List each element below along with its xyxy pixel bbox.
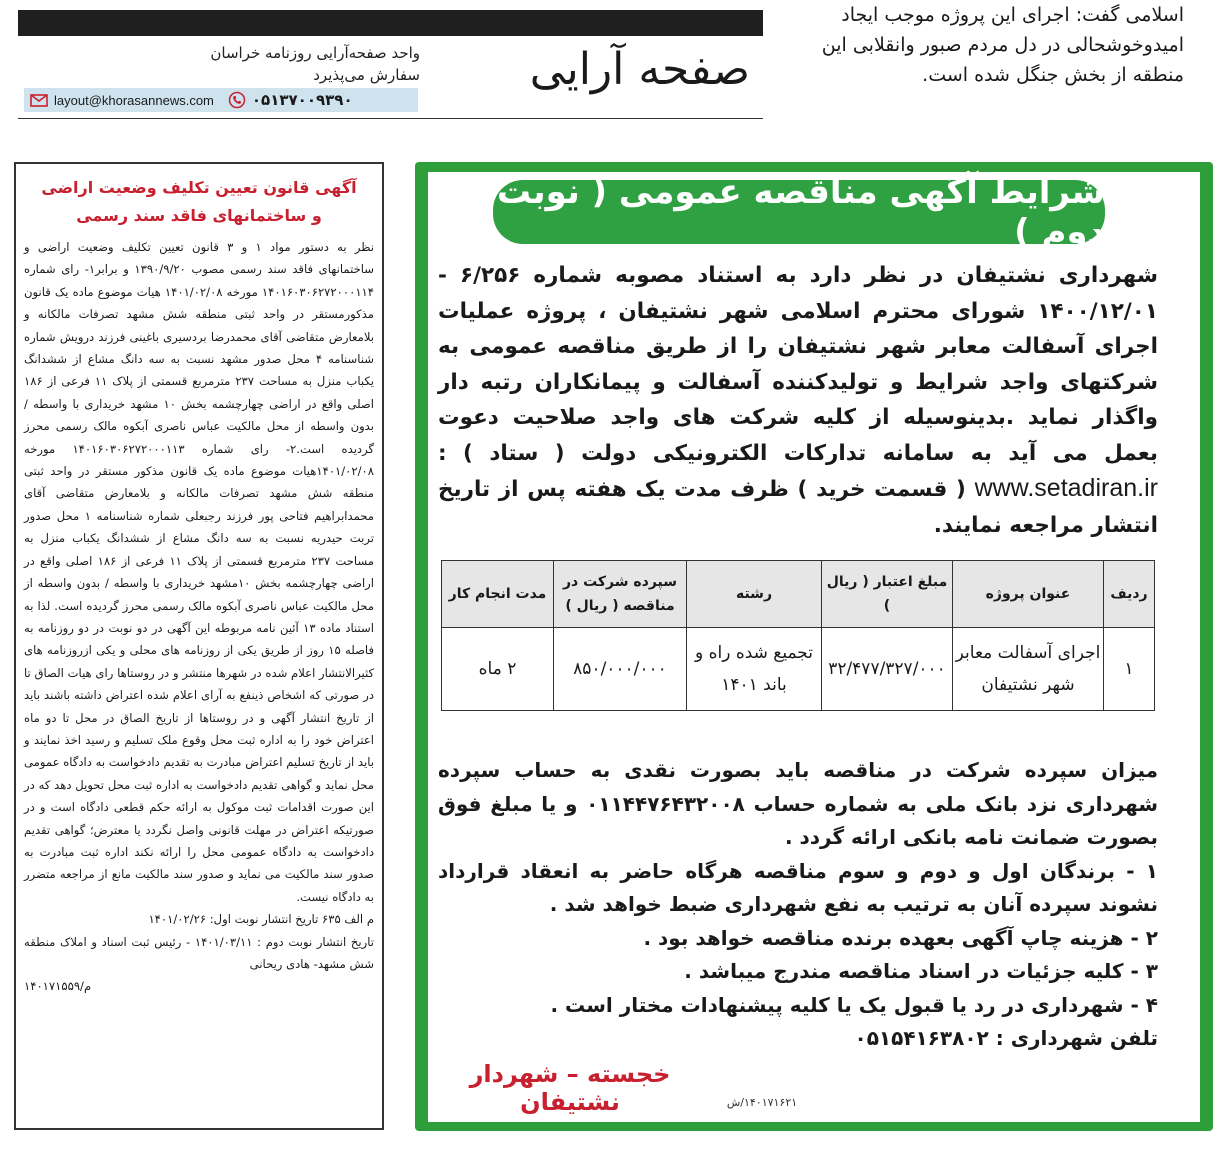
- tender-title: شرایط آگهی مناقصه عمومی ( نوبت دوم ): [496, 172, 1105, 252]
- notice-body: [24, 236, 374, 998]
- table-cell: ۱: [1104, 628, 1155, 711]
- table-row: [442, 628, 1155, 711]
- table-cell: ۲ ماه: [442, 628, 554, 711]
- column-header: سپرده شرکت در مناقصه ( ریال ): [554, 561, 687, 628]
- mayor-signature: خجسته – شهردار نشتیفان: [469, 1060, 671, 1116]
- column-header: مدت انجام کار: [442, 561, 554, 628]
- tender-intro-tail: ( قسمت خرید ) ظرف مدت یک هفته پس از تاریخ انتشار مراجعه نمایند.: [438, 477, 1158, 538]
- tender-table: [441, 560, 1155, 711]
- column-header: رشته: [687, 561, 822, 628]
- notice-footer-line: م الف ۶۳۵ تاریخ انتشار نوبت اول: ۱۴۰۱/۰۲/۲۶: [148, 912, 374, 927]
- column-header: عنوان پروژه: [953, 561, 1104, 628]
- phone-icon: [228, 91, 246, 109]
- setad-link[interactable]: www.setadiran.ir: [974, 474, 1158, 502]
- tender-intro-text: شهرداری نشتیفان در نظر دارد به استناد مصوبه شماره ۶/۲۵۶ - ۱۴۰۰/۱۲/۰۱ شورای محترم اسلامی شهر نشتیفان ، پروژه عملیات اجرای آسفالت معابر شهر نشتیفان را از طریق مناقصه عمومی به شرکتهای واجد شرایط و تولیدکننده آسفالت و پیمانکاران رتبه دار واگذار نماید .بدینوسیله از کلیه شرکت های واجد صلاحیت دعوت بعمل می آید به سامانه تدارکات الکترونیکی دولت ( ستاد ) :: [438, 263, 1158, 466]
- column-header: ردیف: [1104, 561, 1155, 628]
- condition-item: ۳ - کلیه جزئیات در اسناد مناقصه مندرج میباشد .: [684, 959, 1158, 983]
- tender-conditions: [438, 754, 1158, 1056]
- condition-item: ۲ - هزینه چاپ آگهی بعهده برنده مناقصه خواهد بود .: [643, 925, 1158, 950]
- contact-phone[interactable]: ۰۵۱۳۷۰۰۹۳۹۰: [251, 91, 353, 109]
- previous-article-snippet: [754, 0, 1184, 90]
- banner-divider: [18, 118, 763, 119]
- snippet-line: اسلامی گفت: اجرای این پروژه موجب ایجاد: [841, 4, 1184, 26]
- notice-code: ۱۴۰۱۷۱۵۵۹/م: [24, 979, 92, 994]
- table-cell: اجرای آسفالت معابر شهر نشتیفان: [953, 628, 1104, 711]
- table-cell: تجمیع شده راه و باند ۱۴۰۱: [687, 628, 822, 711]
- tender-intro: [438, 258, 1158, 543]
- condition-item: ۱ - برندگان اول و دوم و سوم مناقصه هرگاه حاضر به انعقاد قرارداد نشوند سپرده آنان به ترتیب به نفع شهرداری ضبط خواهد شد .: [438, 858, 1158, 916]
- deposit-paragraph: میزان سپرده شرکت در مناقصه باید بصورت نقدی به حساب سپرده شهرداری نزد بانک ملی به شماره حساب ۰۱۱۴۴۷۶۴۳۲۰۰۸ و یا مبلغ فوق بصورت ضمانت نامه بانکی ارائه گردد .: [438, 758, 1159, 849]
- condition-item: ۴ - شهرداری در رد یا قبول یک یا کلیه پیشنهادات مختار است .: [550, 992, 1158, 1017]
- table-cell: ۸۵۰/۰۰۰/۰۰۰: [554, 628, 687, 711]
- banner-title: صفحه آرایی: [529, 44, 750, 95]
- contact-strip: [24, 88, 418, 112]
- snippet-line: امیدوخوشحالی در دل مردم صبور وانقلابی این: [821, 34, 1184, 56]
- notice-title: [24, 174, 374, 230]
- notice-title-line: آگهی قانون تعیین تکلیف وضعیت اراضی: [41, 178, 357, 197]
- notice-title-line: و ساختمانهای فاقد سند رسمی: [76, 206, 322, 225]
- municipality-phone: تلفن شهرداری : ۰۵۱۵۴۱۶۳۸۰۲: [854, 1026, 1158, 1050]
- column-header: مبلغ اعتبار ( ریال ): [822, 561, 953, 628]
- contact-email[interactable]: layout@khorasannews.com: [54, 92, 214, 108]
- notice-body-text: نظر به دستور مواد ۱ و ۳ قانون تعیین تکلیف وضعیت اراضی و ساختمانهای فاقد سند رسمی مصوب ۱۳۹۰/۹/۲۰ و برابر۱- رای شماره ۱۴۰۱۶۰۳۰۶۲۷۲۰۰۰۱۱۴ مورخه ۱۴۰۱/۰۲/۰۸ هیات موضوع ماده یک قانون مذکورمستقر در واحد ثبتی منطقه شش مشهد تصرفات مالکانه و بلامعارض متقاضی آقای محمدرضا بردسیری باغینی فرزند درویش شماره شناسنامه ۴ محل صدور مشهد نسبت به سه دانگ مشاع از ششدانگ یکباب منزل به مساحت ۲۳۷ مترمربع قسمتی از پلاک ۱۱ فرعی از ۱۸۶ اصلی واقع در اراضی چهارچشمه بخش ۱۰ مشهد خریداری با واسطه / بدون واسطه از محل مالکیت عباس ناصری آبکوه مالک رسمی محرز گردیده است.۲- رای شماره ۱۴۰۱۶۰۳۰۶۲۷۲۰۰۰۱۱۳ مورخه ۱۴۰۱/۰۲/۰۸هیات موضوع ماده یک قانون مذکور مستقر در واحد ثبتی منطقه شش مشهد تصرفات مالکانه و بلامعارض متقاضی آقای محمدابراهیم فتاحی پور فرزند رجبعلی شماره شناسنامه ۱ محل صدور تربت حیدریه نسبت به سه دانگ مشاع از ششدانگ یکباب منزل به مساحت ۲۳۷ مترمربع قسمتی از پلاک ۱۱ فرعی از ۱۸۶ اصلی واقع در اراضی چهارچشمه بخش ۱۰مشهد خریداری با واسطه / بدون واسطه از محل مالکیت عباس ناصری آبکوه مالک رسمی محرز گردیده است. لذا به استناد ماده ۱۳ آئین نامه مربوطه این آگهی در دو نوبت در دو روزنامه به فاصله ۱۵ روز از طریق یکی از روزنامه های محلی و یکی ازروزنامه های کثیرالانتشار اعلام شده در شهرها منتشر و در روستاها رای هیات الصاق تا در صورتی که اشخاص ذینفع به آرای اعلام شده اعتراض داشته باشند باید از تاریخ انتشار آگهی و در روستاها از تاریخ الصاق در محل تا دو ماه اعتراض خود را به اداره ثبت محل وقوع ملک تسلیم و رسید اخذ نمایند و باید از تاریخ تسلیم اعتراض مبادرت به تقدیم دادخواست به دادگاه عمومی محل نماید و گواهی تقدیم دادخواست به اداره ثبت محل تحویل دهد که در این صورت اقدامات ثبت موکول به ارائه حکم قطعی دادگاه است و در صورتیکه اعتراض در مهلت قانونی واصل نگردد یا معترض؛ گواهی تقدیم دادخواست به دادگاه عمومی محل را ارائه نکند اداره ثبت مبادرت به صدور سند مالکیت می نماید و صدور سند مالکیت مانع از مراجعه متضرر به دادگاه نیست.: [24, 240, 375, 904]
- snippet-line: منطقه از بخش جنگل شده است.: [922, 64, 1184, 86]
- envelope-icon: [30, 94, 48, 107]
- ad-code: ۱۴۰۱۷۱۶۲۱/ش: [726, 1096, 798, 1109]
- table-header-row: [442, 561, 1155, 628]
- tender-title-banner: [493, 172, 1105, 252]
- notice-footer-line: تاریخ انتشار نوبت دوم : ۱۴۰۱/۰۳/۱۱ - رئیس ثبت اسناد و املاک منطقه شش مشهد- هادی ریحانی: [24, 934, 374, 971]
- banner-line-2: سفارش می‌پذیرد: [313, 66, 420, 84]
- banner-top-bar: [18, 10, 763, 36]
- land-registration-notice: [14, 162, 384, 1130]
- banner-line-1: واحد صفحه‌آرایی روزنامه خراسان: [210, 44, 420, 62]
- table-cell: ۳۲/۴۷۷/۳۲۷/۰۰۰: [822, 628, 953, 711]
